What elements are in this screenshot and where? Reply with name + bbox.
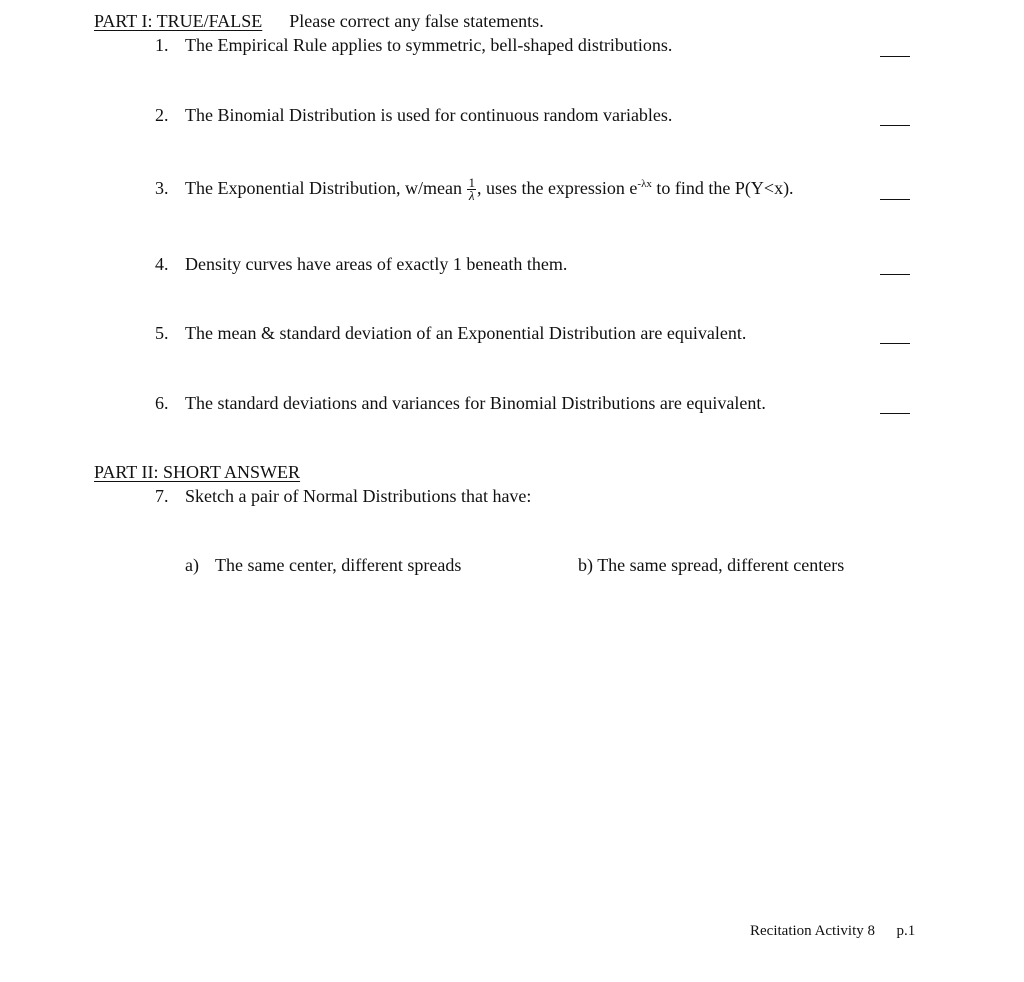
question-number: 6. xyxy=(155,393,169,413)
exponent: -λx xyxy=(637,178,652,190)
question-number: 2. xyxy=(155,105,169,125)
answer-blank-5[interactable] xyxy=(880,343,910,344)
question-number: 7. xyxy=(155,486,169,506)
question-number: 3. xyxy=(155,178,169,198)
part2-heading: PART II: SHORT ANSWER xyxy=(94,462,301,482)
footer-activity: Recitation Activity 8 xyxy=(750,923,875,939)
question-text: The mean & standard deviation of an Exponential Distribution are equivalent. xyxy=(185,323,747,343)
part1-instruction: Please correct any false statements. xyxy=(289,11,544,31)
question-text: The Binomial Distribution is used for continuous random variables. xyxy=(185,105,673,125)
question-4 xyxy=(155,253,568,275)
subquestion-label: b) xyxy=(578,555,593,575)
answer-blank-6[interactable] xyxy=(880,413,910,414)
question-number: 4. xyxy=(155,254,169,274)
question-6 xyxy=(155,392,766,414)
footer-page-number: p.1 xyxy=(896,923,916,939)
page-footer xyxy=(750,920,915,942)
fraction-one-over-lambda: $\frac{1}{\lambda}$ xyxy=(468,175,475,204)
question-text: The Exponential Distribution, w/mean $\frac{1}{\lambda}$ , uses the expression $e^{-\lambda x}$ to find the P(Y<x). xyxy=(185,175,794,204)
answer-blank-4[interactable] xyxy=(880,274,910,275)
question-text: Density curves have areas of exactly 1 beneath them. xyxy=(185,254,568,274)
question-2 xyxy=(155,104,673,126)
question-text: The Empirical Rule applies to symmetric, bell-shaped distributions. xyxy=(185,35,673,55)
question-1 xyxy=(155,34,673,56)
sketch-area-b[interactable] xyxy=(582,590,882,890)
answer-blank-1[interactable] xyxy=(880,56,910,57)
sketch-area-a[interactable] xyxy=(185,590,515,890)
question-number: 5. xyxy=(155,323,169,343)
question-text: The standard deviations and variances for Binomial Distributions are equivalent. xyxy=(185,393,766,413)
answer-blank-2[interactable] xyxy=(880,125,910,126)
subquestion-b xyxy=(578,554,844,576)
subquestion-a xyxy=(185,554,462,576)
question-number: 1. xyxy=(155,35,169,55)
part1-heading: PART I: TRUE/FALSE xyxy=(94,11,263,31)
question-text: Sketch a pair of Normal Distributions that have: xyxy=(185,486,532,506)
question-7 xyxy=(155,485,532,507)
subquestion-label: a) xyxy=(185,555,199,575)
part1-header xyxy=(94,10,544,32)
subquestion-text: The same spread, different centers xyxy=(597,555,845,575)
question-5 xyxy=(155,322,747,344)
answer-blank-3[interactable] xyxy=(880,199,910,200)
subquestion-text: The same center, different spreads xyxy=(215,555,462,575)
